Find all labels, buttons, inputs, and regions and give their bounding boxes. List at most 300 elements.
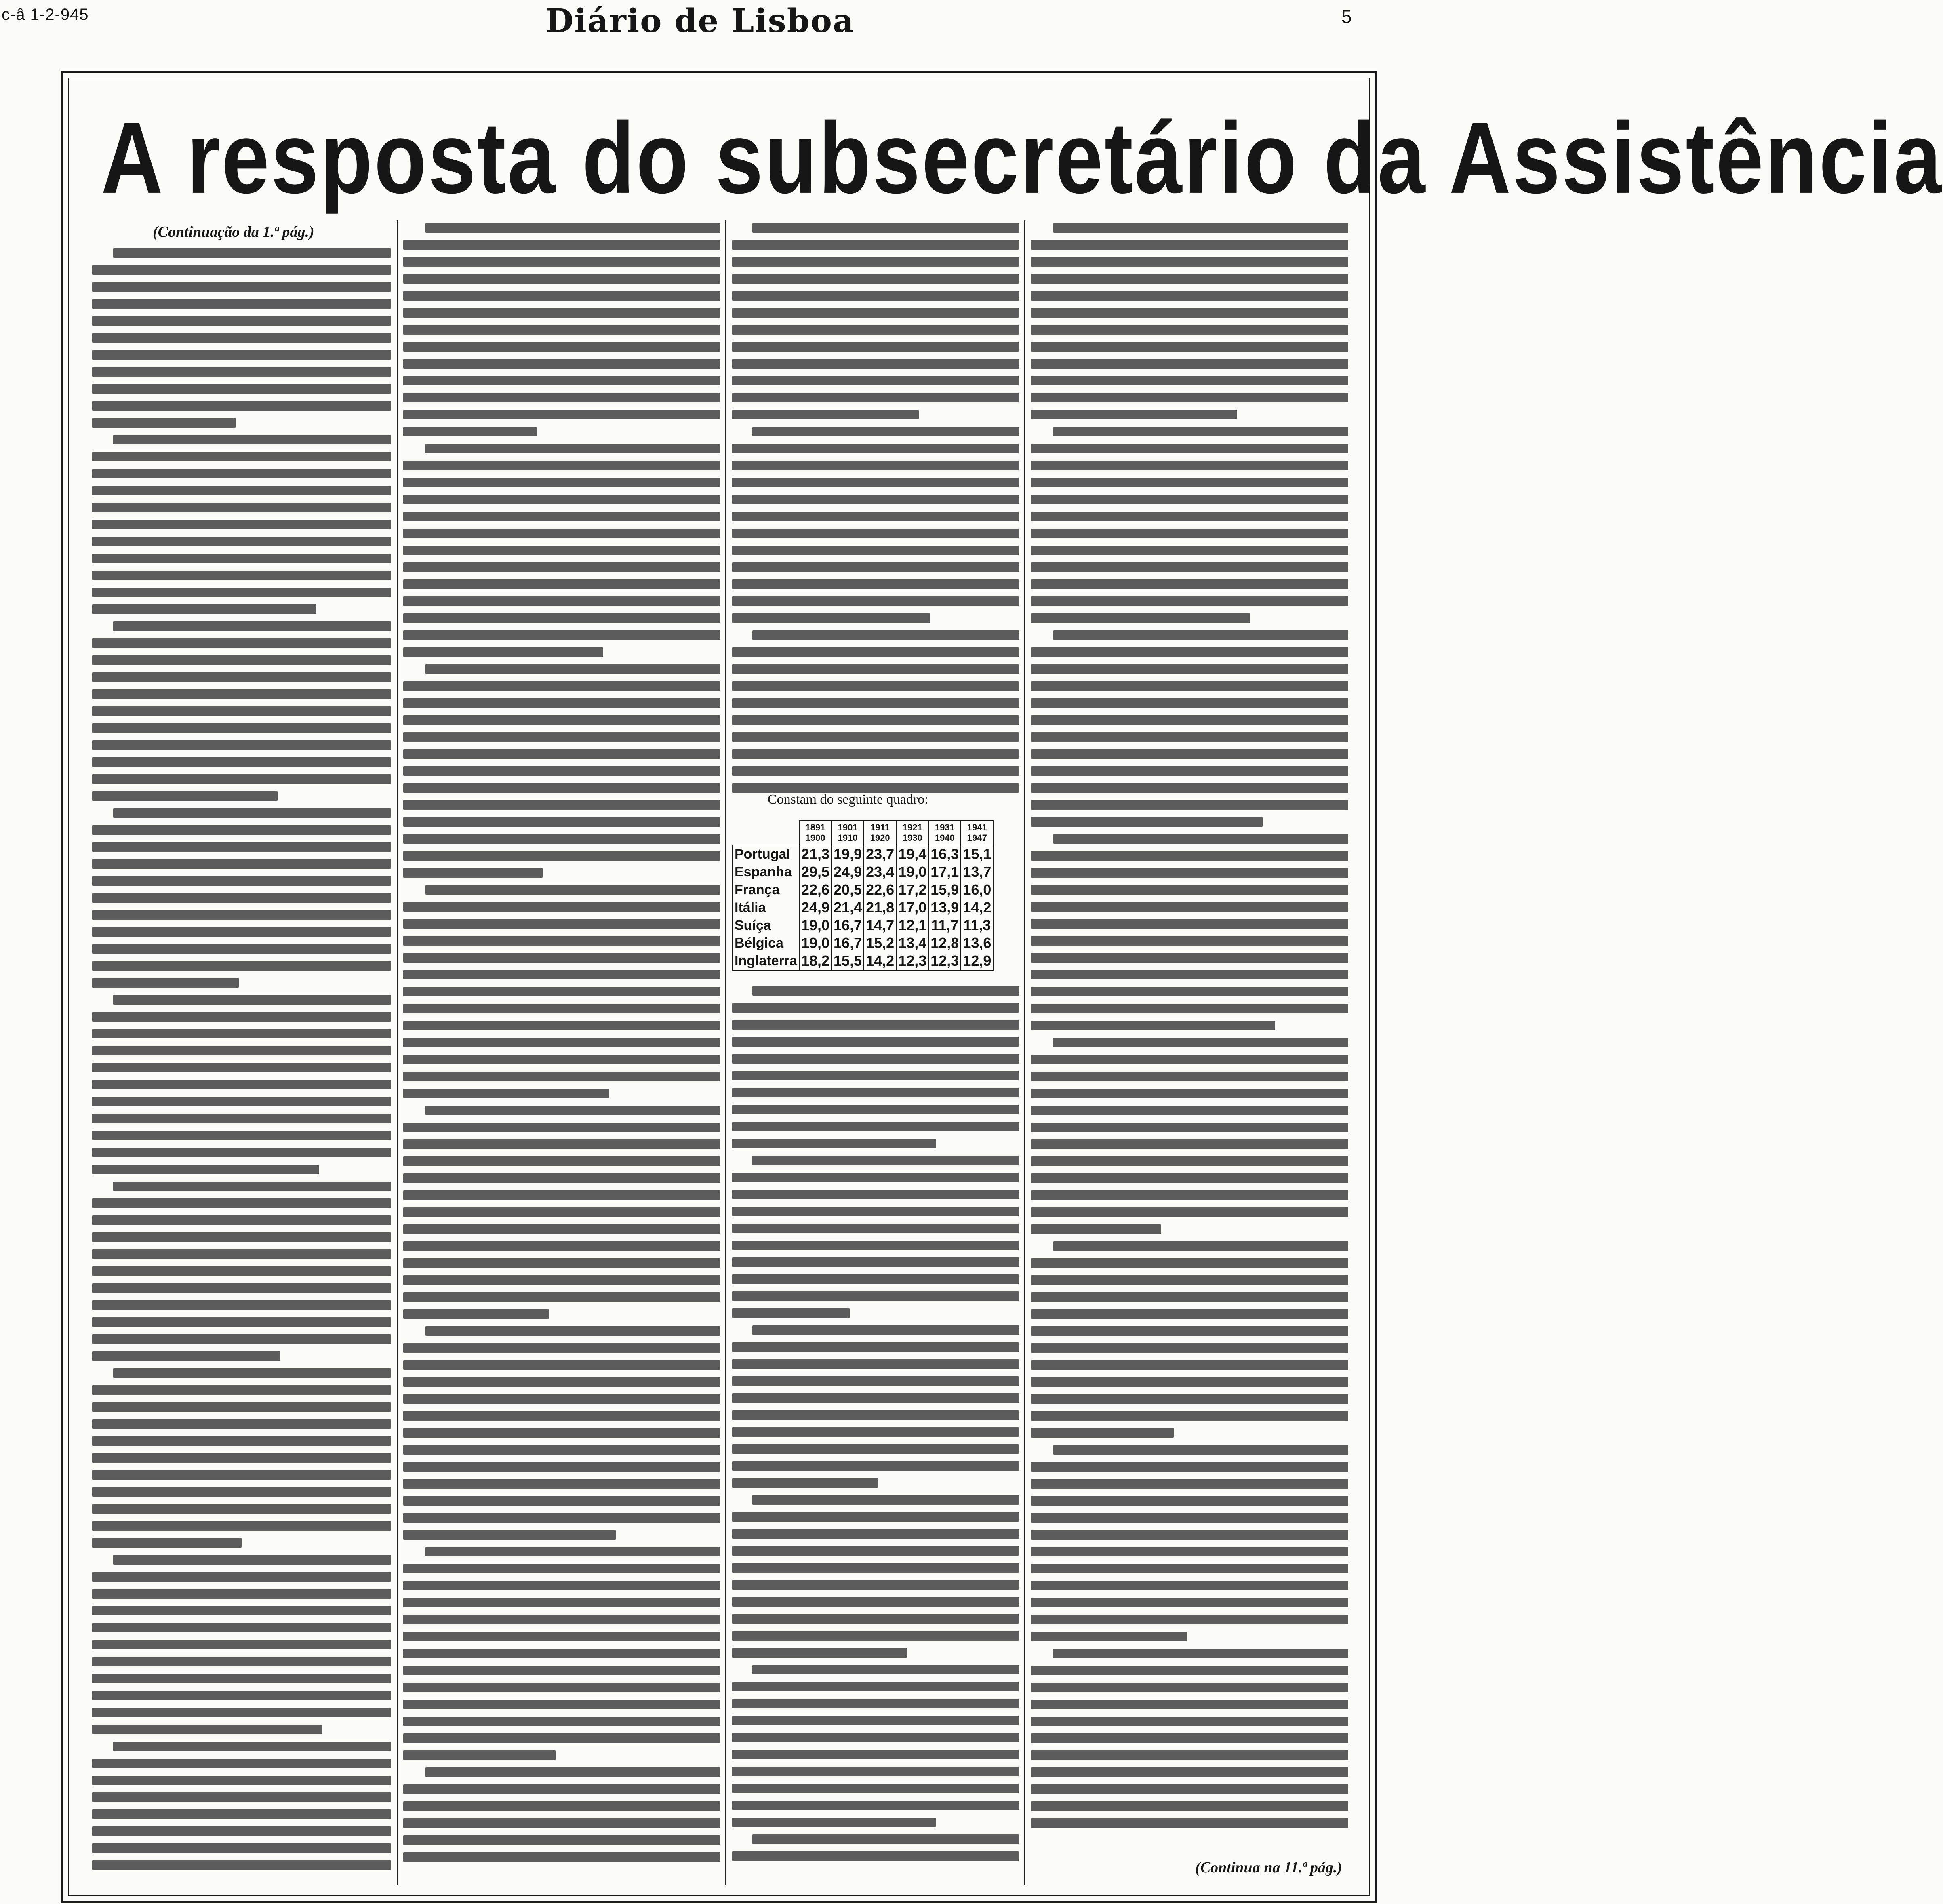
body-text-line — [403, 647, 603, 657]
table-cell: 16,3 — [928, 845, 961, 863]
body-text-line — [403, 1462, 720, 1472]
body-text-line — [1031, 1530, 1348, 1540]
table-cell: 19,9 — [832, 845, 864, 863]
table-caption: Constam do seguinte quadro: — [768, 792, 928, 807]
body-text-line — [92, 672, 391, 682]
body-text-line — [1031, 715, 1348, 725]
table-cell: 13,9 — [928, 899, 961, 916]
body-text-line — [732, 478, 1019, 487]
body-text-line — [92, 723, 391, 733]
body-text-line — [403, 359, 720, 369]
body-text-line — [92, 1453, 391, 1463]
table-row-country: Portugal — [733, 845, 799, 863]
body-text-line — [732, 1054, 1019, 1064]
body-text-line — [425, 444, 720, 453]
body-text-line — [403, 834, 720, 844]
table-row — [733, 863, 993, 881]
body-text-line — [1031, 1700, 1348, 1709]
table-row — [733, 916, 993, 934]
body-text-line — [403, 1394, 720, 1404]
body-text-line — [1031, 664, 1348, 674]
body-text-line — [403, 1360, 720, 1370]
body-text-line — [732, 1003, 1019, 1013]
body-text-line — [732, 1851, 1019, 1861]
body-text-line — [403, 919, 720, 929]
body-text-line — [1031, 1343, 1348, 1353]
table-column-header: 1941 1947 — [961, 821, 993, 845]
page-number: 5 — [1341, 6, 1352, 27]
body-text-line — [92, 774, 391, 784]
body-text-line — [732, 257, 1019, 267]
body-text-line — [403, 1004, 720, 1013]
table-cell: 11,7 — [928, 916, 961, 934]
body-text-line — [113, 435, 391, 444]
body-text-line — [732, 1682, 1019, 1691]
table-column-header: 1901 1910 — [832, 821, 864, 845]
body-text-line — [92, 1589, 391, 1599]
body-text-line — [732, 1767, 1019, 1776]
body-text-line — [403, 1156, 720, 1166]
table-cell: 18,2 — [799, 952, 832, 970]
body-text-line — [1031, 1411, 1348, 1421]
body-text-line — [1031, 783, 1348, 793]
table-cell: 17,0 — [896, 899, 928, 916]
body-text-line — [403, 546, 720, 555]
body-text-line — [92, 1640, 391, 1649]
body-text-line — [732, 274, 1019, 284]
body-text-line — [732, 1818, 936, 1827]
body-text-line — [732, 1308, 850, 1318]
body-text-line — [732, 1546, 1019, 1556]
body-text-line — [403, 970, 720, 979]
body-text-line — [732, 546, 1019, 555]
body-text-line — [752, 1156, 1019, 1165]
body-text-line — [752, 1834, 1019, 1844]
body-text-line — [1031, 1666, 1348, 1675]
body-text-line — [403, 800, 720, 810]
body-text-line — [732, 1801, 1019, 1810]
body-text-line — [732, 1105, 1019, 1114]
body-text-line — [1031, 1106, 1348, 1115]
body-text-line — [92, 978, 239, 988]
body-text-line — [1053, 834, 1348, 844]
body-text-line — [403, 596, 720, 606]
body-text-line — [1031, 579, 1348, 589]
article-column-3-bottom — [732, 986, 1019, 1883]
body-text-line — [403, 1258, 720, 1268]
continued-to: (Continua na 11.ª pág.) — [1195, 1859, 1342, 1876]
body-text-line — [92, 927, 391, 937]
body-text-line — [425, 1106, 720, 1115]
body-text-line — [403, 1530, 616, 1540]
body-text-line — [403, 342, 720, 352]
body-text-line — [403, 325, 720, 335]
table-cell: 21,3 — [799, 845, 832, 863]
body-text-line — [1031, 461, 1348, 470]
table-cell: 14,2 — [864, 952, 896, 970]
body-text-line — [1031, 1360, 1348, 1370]
body-text-line — [1031, 749, 1348, 759]
body-text-line — [732, 1512, 1019, 1522]
body-text-line — [732, 1784, 1019, 1793]
body-text-line — [732, 1597, 1019, 1607]
body-text-line — [732, 1207, 1019, 1216]
body-text-line — [403, 1072, 720, 1081]
body-text-line — [92, 1283, 391, 1293]
body-text-line — [1031, 902, 1348, 912]
table-column-header: 1931 1940 — [928, 821, 961, 845]
body-text-line — [732, 1342, 1019, 1352]
table-cell: 21,4 — [832, 899, 864, 916]
body-text-line — [403, 1038, 720, 1047]
body-text-line — [1031, 613, 1250, 623]
body-text-line — [92, 1148, 391, 1157]
body-text-line — [732, 342, 1019, 352]
body-text-line — [403, 1496, 720, 1506]
body-text-line — [403, 749, 720, 759]
body-text-line — [1031, 1683, 1348, 1692]
body-text-line — [1031, 936, 1348, 946]
body-text-line — [403, 291, 720, 301]
body-text-line — [732, 698, 1019, 708]
body-text-line — [403, 817, 720, 827]
body-text-line — [732, 1427, 1019, 1437]
body-text-line — [425, 1326, 720, 1336]
body-text-line — [1031, 478, 1348, 487]
table-row-country: Espanha — [733, 863, 799, 881]
body-text-line — [92, 384, 391, 394]
table-column-header: 1891 1900 — [799, 821, 832, 845]
body-text-line — [752, 1495, 1019, 1505]
table-cell: 12,8 — [928, 934, 961, 952]
table-row — [733, 934, 993, 952]
body-text-line — [113, 1742, 391, 1751]
body-text-line — [92, 1623, 391, 1632]
body-text-line — [92, 265, 391, 275]
table-cell: 19,0 — [799, 934, 832, 952]
table-column-header: 1921 1930 — [896, 821, 928, 845]
column-rule — [397, 220, 398, 1885]
body-text-line — [732, 1716, 1019, 1725]
body-text-line — [732, 1139, 936, 1148]
body-text-line — [92, 910, 391, 920]
body-text-line — [732, 1359, 1019, 1369]
table-row-country: Bélgica — [733, 934, 799, 952]
body-text-line — [1031, 1123, 1348, 1132]
body-text-line — [1053, 630, 1348, 640]
body-text-line — [92, 1470, 391, 1480]
body-text-line — [1053, 1649, 1348, 1658]
body-text-line — [92, 537, 391, 546]
body-text-line — [1031, 376, 1348, 385]
body-text-line — [92, 1657, 391, 1666]
body-text-line — [92, 1606, 391, 1615]
table-body — [733, 845, 993, 970]
body-text-line — [1031, 1801, 1348, 1811]
body-text-line — [403, 630, 720, 640]
table-cell: 16,0 — [961, 881, 993, 899]
body-text-line — [1031, 1564, 1348, 1573]
body-text-line — [92, 706, 391, 716]
body-text-line — [732, 1274, 1019, 1284]
body-text-line — [403, 1784, 720, 1794]
body-text-line — [732, 1648, 907, 1658]
body-text-line — [1031, 1173, 1348, 1183]
body-text-line — [1053, 1445, 1348, 1455]
body-text-line — [403, 732, 720, 742]
body-text-line — [92, 1012, 391, 1022]
body-text-line — [732, 783, 1019, 793]
body-text-line — [1053, 223, 1348, 233]
body-text-line — [752, 223, 1019, 233]
body-text-line — [732, 1037, 1019, 1047]
body-text-line — [92, 1317, 391, 1327]
body-text-line — [92, 588, 391, 597]
body-text-line — [752, 1665, 1019, 1674]
body-text-line — [1031, 1055, 1348, 1064]
body-text-line — [403, 851, 720, 861]
body-text-line — [732, 359, 1019, 369]
body-text-line — [92, 350, 391, 360]
table-cell: 21,8 — [864, 899, 896, 916]
body-text-line — [113, 621, 391, 631]
body-text-line — [1031, 257, 1348, 267]
body-text-line — [92, 876, 391, 886]
body-text-line — [425, 664, 720, 674]
body-text-line — [403, 495, 720, 504]
body-text-line — [1031, 698, 1348, 708]
body-text-line — [403, 1428, 720, 1438]
body-text-line — [403, 1717, 720, 1726]
body-text-line — [1031, 393, 1348, 402]
body-text-line — [732, 715, 1019, 725]
table-cell: 19,0 — [799, 916, 832, 934]
table-cell: 16,7 — [832, 916, 864, 934]
table-cell: 12,3 — [928, 952, 961, 970]
body-text-line — [732, 1257, 1019, 1267]
table-cell: 14,2 — [961, 899, 993, 916]
body-text-line — [403, 427, 537, 436]
body-text-line — [92, 520, 391, 529]
body-text-line — [92, 1334, 391, 1344]
body-text-line — [92, 842, 391, 852]
body-text-line — [92, 1792, 391, 1802]
table-cell: 23,7 — [864, 845, 896, 863]
table-header-row — [733, 821, 993, 845]
body-text-line — [732, 1393, 1019, 1403]
body-text-line — [1031, 1496, 1348, 1506]
body-text-line — [1031, 512, 1348, 521]
body-text-line — [92, 1131, 391, 1140]
body-text-line — [403, 953, 720, 963]
article-column-1 — [92, 223, 391, 1880]
body-text-line — [92, 1843, 391, 1853]
body-text-line — [732, 444, 1019, 453]
body-text-line — [1031, 1004, 1348, 1013]
body-text-line — [1031, 240, 1348, 250]
body-text-line — [113, 1555, 391, 1565]
body-text-line — [732, 1410, 1019, 1420]
body-text-line — [403, 681, 720, 691]
article-column-2 — [403, 223, 720, 1880]
body-text-line — [1053, 1241, 1348, 1251]
body-text-line — [92, 1487, 391, 1497]
body-text-line — [403, 1139, 720, 1149]
headline: A resposta do subsecretário da Assistência — [101, 101, 1943, 214]
table-cell: 19,0 — [896, 863, 928, 881]
body-text-line — [403, 1292, 720, 1302]
table-row-country: Inglaterra — [733, 952, 799, 970]
body-text-line — [403, 1564, 720, 1573]
body-text-line — [1031, 1021, 1275, 1030]
body-text-line — [732, 1750, 1019, 1759]
body-text-line — [403, 1852, 720, 1862]
body-text-line — [92, 961, 391, 971]
body-text-line — [1031, 1224, 1161, 1234]
body-text-line — [403, 1581, 720, 1590]
body-text-line — [1031, 868, 1348, 878]
body-text-line — [425, 1547, 720, 1556]
body-text-line — [732, 1376, 1019, 1386]
body-text-line — [732, 393, 1019, 402]
body-text-line — [92, 571, 391, 580]
body-text-line — [92, 1521, 391, 1531]
body-text-line — [425, 885, 720, 895]
body-text-line — [752, 986, 1019, 996]
table-cell: 14,7 — [864, 916, 896, 934]
body-text-line — [92, 1029, 391, 1038]
table-cell: 22,6 — [864, 881, 896, 899]
body-text-line — [403, 410, 720, 419]
body-text-line — [113, 1182, 391, 1191]
body-text-line — [92, 1436, 391, 1446]
body-text-line — [1031, 1258, 1348, 1268]
table-cell: 15,1 — [961, 845, 993, 863]
body-text-line — [92, 1809, 391, 1819]
body-text-line — [1031, 359, 1348, 369]
body-text-line — [92, 757, 391, 767]
body-text-line — [732, 240, 1019, 250]
table-cell: 13,7 — [961, 863, 993, 881]
body-text-line — [403, 529, 720, 538]
table-cell: 24,9 — [799, 899, 832, 916]
body-text-line — [403, 1733, 720, 1743]
table-cell: 23,4 — [864, 863, 896, 881]
article-column-3-top — [732, 223, 1019, 805]
body-text-line — [1031, 1479, 1348, 1489]
body-text-line — [403, 1615, 720, 1624]
body-text-line — [403, 1123, 720, 1132]
body-text-line — [403, 579, 720, 589]
body-text-line — [92, 1674, 391, 1683]
body-text-line — [92, 1097, 391, 1106]
body-text-line — [1031, 1394, 1348, 1404]
body-text-line — [732, 1173, 1019, 1182]
body-text-line — [1031, 1139, 1348, 1149]
table-cell: 15,9 — [928, 881, 961, 899]
table-cell: 12,9 — [961, 952, 993, 970]
body-text-line — [1031, 1598, 1348, 1607]
body-text-line — [732, 1291, 1019, 1301]
body-text-line — [1031, 325, 1348, 335]
body-text-line — [403, 1649, 720, 1658]
table-cell: 15,2 — [864, 934, 896, 952]
continued-from: (Continuação da 1.ª pág.) — [153, 223, 314, 240]
body-text-line — [403, 936, 720, 946]
body-text-line — [1031, 1089, 1348, 1098]
body-text-line — [1031, 529, 1348, 538]
body-text-line — [1053, 1038, 1348, 1047]
body-text-line — [92, 1215, 391, 1225]
body-text-line — [92, 1691, 391, 1700]
body-text-line — [403, 1411, 720, 1421]
body-text-line — [732, 325, 1019, 335]
body-text-line — [1031, 1190, 1348, 1200]
body-text-line — [732, 461, 1019, 470]
body-text-line — [1031, 953, 1348, 963]
body-text-line — [403, 376, 720, 385]
body-text-line — [1031, 1207, 1348, 1217]
body-text-line — [732, 681, 1019, 691]
body-text-line — [92, 1063, 391, 1072]
body-text-line — [732, 1614, 1019, 1624]
body-text-line — [403, 1055, 720, 1064]
table-row — [733, 899, 993, 916]
body-text-line — [92, 1402, 391, 1412]
body-text-line — [1031, 1615, 1348, 1624]
table-cell: 24,9 — [832, 863, 864, 881]
masthead: Diário de Lisboa — [545, 2, 855, 40]
table-column-header: 1911 1920 — [864, 821, 896, 845]
body-text-line — [403, 1700, 720, 1709]
mortality-table — [732, 820, 994, 971]
body-text-line — [1031, 970, 1348, 979]
body-text-line — [92, 638, 391, 648]
body-text-line — [732, 1071, 1019, 1080]
body-text-line — [92, 282, 391, 292]
body-text-line — [403, 512, 720, 521]
body-text-line — [92, 1080, 391, 1089]
body-text-line — [92, 689, 391, 699]
body-text-line — [403, 902, 720, 912]
body-text-line — [403, 1835, 720, 1845]
body-text-line — [403, 1479, 720, 1489]
body-text-line — [403, 562, 720, 572]
body-text-line — [92, 1708, 391, 1717]
table-cell: 13,6 — [961, 934, 993, 952]
body-text-line — [403, 1021, 720, 1030]
body-text-line — [92, 1165, 319, 1174]
body-text-line — [732, 613, 930, 623]
body-text-line — [92, 825, 391, 835]
body-text-line — [403, 274, 720, 284]
body-text-line — [732, 579, 1019, 589]
body-text-line — [732, 1444, 1019, 1454]
body-text-line — [732, 562, 1019, 572]
body-text-line — [92, 1198, 391, 1208]
body-text-line — [732, 596, 1019, 606]
body-text-line — [92, 401, 391, 411]
body-text-line — [732, 749, 1019, 759]
body-text-line — [1031, 1733, 1348, 1743]
body-text-line — [92, 944, 391, 954]
body-text-line — [1031, 1428, 1174, 1438]
body-text-line — [403, 1309, 549, 1319]
body-text-line — [732, 1224, 1019, 1233]
body-text-line — [92, 1759, 391, 1768]
body-text-line — [1031, 1547, 1348, 1556]
table-cell: 15,5 — [832, 952, 864, 970]
